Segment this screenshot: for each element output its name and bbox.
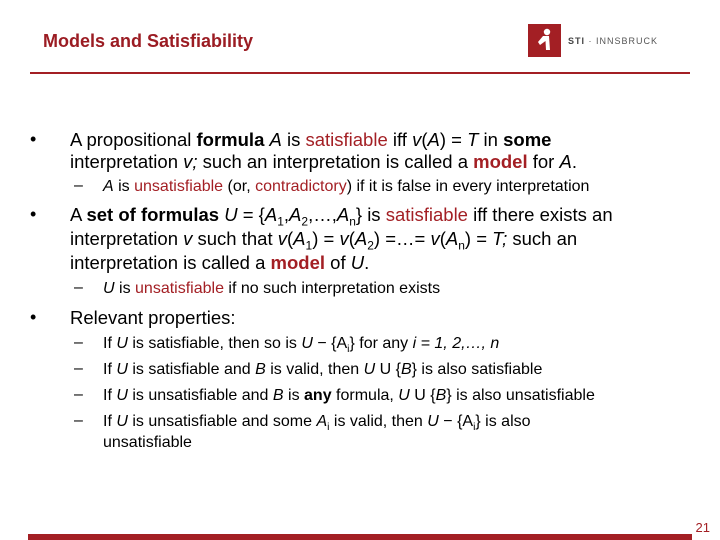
property-1	[103, 334, 499, 360]
text-run: B	[255, 361, 266, 378]
text-run: (	[421, 129, 428, 150]
text-run: such that	[192, 228, 278, 249]
text-run: A	[103, 178, 114, 195]
text-run: − {A	[312, 335, 348, 352]
text-run: U	[116, 361, 128, 378]
text-run: U	[224, 204, 238, 225]
text-run: is	[114, 280, 136, 297]
text-run: A	[445, 228, 459, 249]
sub-marker: –	[74, 177, 83, 194]
text-run: .	[364, 252, 370, 273]
bullet-marker: •	[30, 129, 37, 149]
text-run: U	[116, 387, 128, 404]
property-4-line-2	[103, 433, 192, 453]
text-run: } for any	[349, 335, 413, 352]
text-run: n	[349, 214, 356, 229]
text-run: A	[269, 129, 282, 150]
text-run: such an	[507, 228, 578, 249]
text-run: U	[116, 413, 128, 430]
bullet-3-line-1	[70, 307, 236, 329]
text-run: is	[281, 129, 306, 150]
sub-marker: –	[74, 334, 83, 351]
slide-title: Models and Satisfiability	[43, 31, 254, 51]
text-run: A	[316, 413, 328, 430]
text-run: satisfiable	[385, 204, 468, 225]
text-run: n	[458, 238, 465, 253]
text-run: unsatisfiable	[134, 178, 224, 195]
text-run: i	[327, 422, 330, 434]
text-run: is	[283, 387, 305, 404]
text-run: is satisfiable, then so is	[127, 335, 302, 352]
text-run: i	[473, 422, 476, 434]
sub-marker: –	[74, 386, 83, 403]
text-run: U	[301, 335, 313, 352]
text-run: v	[183, 228, 193, 249]
bullet-2-line-3	[70, 252, 369, 274]
text-run: ,…,	[308, 204, 337, 225]
text-run: Relevant properties:	[70, 307, 236, 328]
text-run: of	[325, 252, 351, 273]
text-run: ) =…=	[373, 228, 431, 249]
text-run: v	[412, 129, 422, 150]
text-run: } is also	[475, 413, 531, 430]
text-run: unsatisfiable	[135, 280, 224, 297]
property-2	[103, 360, 542, 380]
text-run: U	[398, 387, 410, 404]
page-number: 21	[695, 520, 710, 535]
text-run: If	[103, 413, 117, 430]
bullet-1-line-1	[70, 129, 551, 151]
text-run: 2	[301, 214, 309, 229]
text-run: model	[270, 252, 326, 273]
text-run: − {A	[438, 413, 474, 430]
sub-marker: –	[74, 279, 83, 296]
text-run: } is also unsatisfiable	[446, 387, 595, 404]
text-run: ) if it is false in every interpretation	[346, 178, 590, 195]
text-run: v	[339, 228, 349, 249]
text-run: 1	[305, 238, 313, 253]
text-run: U {	[409, 387, 436, 404]
text-run: ) =	[464, 228, 493, 249]
text-run: such an interpretation is called a	[202, 151, 474, 172]
text-run: } is also satisfiable	[411, 361, 543, 378]
text-run: U	[116, 335, 128, 352]
text-run: interpretation is called a	[70, 252, 271, 273]
text-run: is valid, then	[265, 361, 364, 378]
text-run: v;	[183, 151, 203, 172]
text-run: interpretation	[70, 151, 184, 172]
bullet-1-line-2	[70, 151, 577, 173]
text-run: If	[103, 387, 117, 404]
text-run: v	[430, 228, 440, 249]
text-run: If	[103, 361, 117, 378]
text-run: .	[571, 151, 577, 172]
bullet-marker: •	[30, 307, 37, 327]
text-run: T;	[492, 228, 508, 249]
text-run: B	[400, 361, 412, 378]
text-run: A	[427, 129, 440, 150]
text-run: ) =	[312, 228, 340, 249]
text-run: A	[559, 151, 572, 172]
text-run: (	[439, 228, 446, 249]
text-run: = {	[237, 204, 265, 225]
text-run: i = 1, 2,…, n	[412, 335, 500, 352]
text-run: formula	[196, 129, 265, 150]
text-run: interpretation	[70, 228, 184, 249]
text-run: ) =	[439, 129, 468, 150]
bullet-marker: •	[30, 204, 37, 224]
text-run: ,	[283, 204, 290, 225]
text-run: iff there exists an	[467, 204, 613, 225]
text-run: iff	[387, 129, 413, 150]
text-run: (	[286, 228, 294, 249]
text-run: U	[103, 280, 115, 297]
footer-rule	[28, 534, 692, 540]
sub-item-unsatisfiable	[103, 177, 589, 197]
text-run: satisfiable	[305, 129, 388, 150]
sub-marker: –	[74, 412, 83, 429]
text-run: is unsatisfiable and	[127, 387, 273, 404]
text-run: A	[293, 228, 306, 249]
text-run: set of formulas	[86, 204, 220, 225]
text-run: U {	[375, 361, 401, 378]
text-run: is valid, then	[329, 413, 428, 430]
sub-marker: –	[74, 360, 83, 377]
text-run: B	[272, 387, 284, 404]
text-run: contradictory	[255, 178, 347, 195]
text-run: v	[277, 228, 287, 249]
text-run: } is	[355, 204, 386, 225]
text-run: model	[473, 151, 528, 172]
text-run: any	[304, 387, 332, 404]
text-run: U	[363, 361, 376, 378]
text-run: A	[70, 204, 87, 225]
text-run: is	[113, 178, 135, 195]
text-run: T	[467, 129, 479, 150]
text-run: 2	[367, 238, 374, 253]
text-run: B	[435, 387, 447, 404]
property-3	[103, 386, 595, 406]
text-run: A	[336, 204, 350, 225]
text-run: i	[347, 344, 350, 356]
text-run: in	[478, 129, 504, 150]
text-run: (	[348, 228, 355, 249]
sti-logo-text: STI · INNSBRUCK	[568, 36, 659, 46]
text-run: 1	[277, 214, 284, 229]
text-run: formula,	[331, 387, 399, 404]
text-run: A propositional	[70, 129, 197, 150]
text-run: some	[503, 129, 552, 150]
text-run: unsatisfiable	[103, 434, 192, 451]
sub-item-set-unsatisfiable	[103, 279, 440, 299]
text-run: is satisfiable and	[127, 361, 256, 378]
text-run: U	[350, 252, 365, 273]
text-run: A	[354, 228, 368, 249]
text-run: A	[264, 204, 278, 225]
text-run: is unsatisfiable and some	[127, 413, 317, 430]
text-run: If	[103, 335, 117, 352]
text-run: if no such interpretation exists	[223, 280, 441, 297]
text-run: for	[527, 151, 560, 172]
text-run: A	[289, 204, 302, 225]
text-run: (or,	[223, 178, 256, 195]
text-run: U	[427, 413, 439, 430]
